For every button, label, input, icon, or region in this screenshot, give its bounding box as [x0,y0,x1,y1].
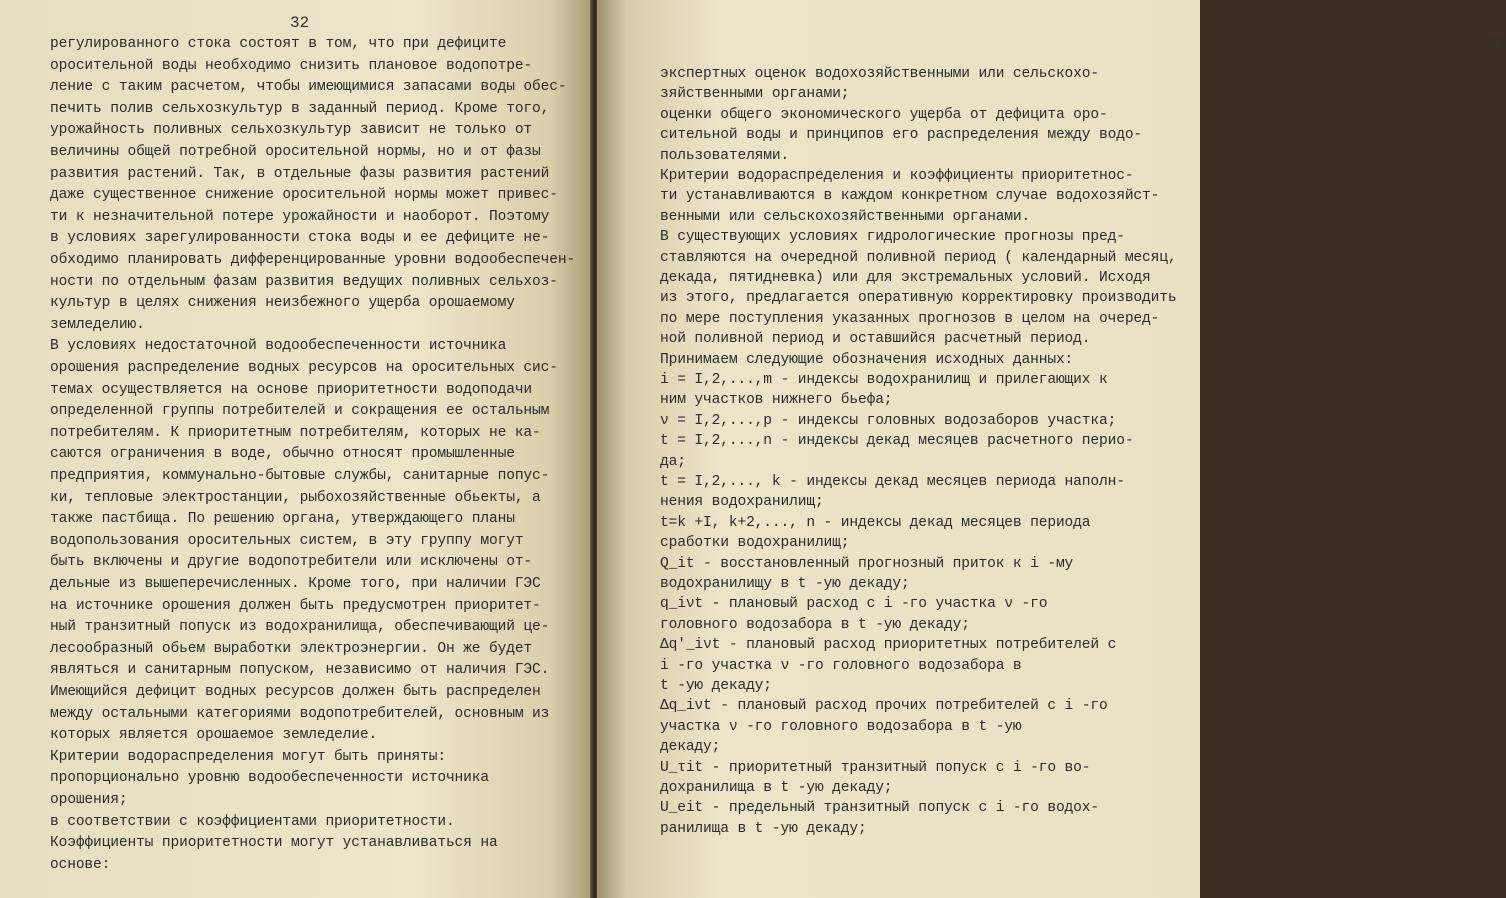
text-line: темах осуществляется на основе приоритетности водоподачи [50,381,533,398]
text-line: развития растений. Так, в отдельные фазы развития растений [50,165,550,182]
left-page [0,0,592,898]
text-line: между остальными категориями водопотребителей, основным из [50,705,550,722]
text-line: урожайность поливных сельхозкультур зависит не только от [50,122,533,139]
page-number-32: 32 [290,14,310,32]
text-line: В существующих условиях гидрологические прогнозы пред- [660,229,1125,246]
text-line: на источнике орошения должен быть предусмотрен приоритет- [50,597,541,614]
text-line: ки, тепловые электростанции, рыбохозяйственные обьекты, а [50,489,541,506]
text-line: лесообразный обьем выработки электроэнергии. Он же будет [50,640,533,657]
text-line: t = I,2,...,n - индексы декад месяцев расчетного перио- [660,433,1134,450]
text-line: по мере поступления указанных прогнозов в целом на очеред- [660,310,1160,327]
text-line: также пастбища. По решению органа, утверждающего планы [50,511,515,528]
text-line: сительной воды и принципов его распределения между водо- [660,127,1143,144]
text-line: культур в целях снижения неизбежного ущерба орошаемому [50,295,515,312]
text-line: венными или сельскохозяйственными органами. [660,208,1031,225]
text-line: орошения распределение водных ресурсов на оросительных сис- [50,360,558,376]
text-line: U_τit - приоритетный транзитный попуск с i -го во- [660,759,1091,776]
text-line: экспертных оценок водохозяйственными или сельскохо- [660,66,1099,82]
text-line: пользователями. [660,147,790,164]
text-line: основе: [50,856,111,873]
text-line: t=k +I, k+2,..., n - индексы декад месяцев периода [660,514,1091,531]
text-line: ный транзитный попуск из водохранилища, обеспечивающий це- [50,619,550,636]
text-line: в соответствии с коэффициентами приоритетности. [50,813,455,830]
text-line: из этого, предлагается оперативную корректировку производить [660,290,1177,307]
text-line: регулированного стока состоят в том, что при дефиците [50,36,507,52]
text-line: в условиях зарегулированности стока воды и ее дефиците не- [50,230,550,247]
text-line: даже существенное снижение оросительной нормы может привес- [50,187,558,204]
text-line: В условиях недостаточной водообеспеченности источника [50,338,507,355]
text-line: ν = I,2,...,p - индексы головных водозаборов участка; [660,412,1117,429]
text-line: да; [660,453,686,470]
text-line: Δq'_iνt - плановый расход приоритетных потребителей с [660,637,1117,654]
text-line: нения водохранилищ; [660,494,824,511]
text-line: оросительной воды необходимо снизить плановое водопотре- [50,57,533,74]
text-line: обходимо планировать дифференцированные уровни водообеспечен- [50,252,576,268]
text-line: земледелию. [50,316,145,333]
text-line: Q_it - восстановленный прогнозный приток к i -му [660,555,1074,572]
text-line: Критерии водораспределения и коэффициенты приоритетнос- [660,168,1134,184]
text-line: q_iνt - плановый расход с i -го участка ν -го [660,596,1048,613]
text-line: сработки водохранилищ; [660,535,850,552]
text-line: пропорционально уровню водообеспеченности источника [50,770,489,787]
text-line: орошения; [50,792,128,808]
text-line: ной поливной период и оставшийся расчетный период. [660,331,1091,348]
text-line: печить полив сельхозкультур в заданный период. Кроме того, [50,100,550,117]
text-line: головного водозабора в t -ую декаду; [660,616,970,633]
text-line: U_eit - предельный транзитный попуск с i -го водох- [660,800,1099,817]
text-line: t -ую декаду; [660,678,772,694]
text-line: водопользования оросительных систем, в эту группу могут [50,532,524,549]
text-line: Коэффициенты приоритетности могут устанавливаться на [50,835,498,852]
page-number-33: 33 [1487,36,1506,54]
text-line: ти устанавливаются в каждом конкретном случае водохозяйст- [660,188,1160,205]
text-line: ранилища в t -ую декаду; [660,820,867,837]
text-line: i = I,2,...,m - индексы водохранилищ и прилегающих к [660,372,1108,388]
text-line: зяйственными органами; [660,86,850,103]
text-line: ление с таким расчетом, чтобы имеющимися запасами воды обес- [50,79,567,96]
text-line: дельные из вышеперечисленных. Кроме того, при наличии ГЭС [50,576,541,592]
text-line: ности по отдельным фазам развития ведущих поливных сельхоз- [50,273,558,290]
text-line: определенной группы потребителей и сокращения ее остальным [50,403,550,420]
text-line: предприятия, коммунально-бытовые службы, санитарные попус- [50,468,550,484]
text-line: Принимаем следующие обозначения исходных данных: [660,351,1074,368]
text-line: участка ν -го головного водозабора в t -ую [660,718,1022,735]
text-line: потребителям. К приоритетным потребителям, которых не ка- [50,424,541,441]
text-line: быть включены и другие водопотребители или исключены от- [50,554,533,571]
text-line: оценки общего экономического ущерба от дефицита оро- [660,106,1108,123]
text-line: ставляются на очередной поливной период ( календарный месяц, [660,249,1177,266]
text-line: дохранилища в t -ую декаду; [660,780,893,796]
text-line: декаду; [660,739,721,756]
text-line: i -го участка ν -го головного водозабора в [660,657,1022,674]
text-line: Имеющийся дефицит водных ресурсов должен быть распределен [50,684,541,700]
text-line: Критерии водораспределения могут быть приняты: [50,748,446,765]
text-line: t = I,2,..., k - индексы декад месяцев периода наполн- [660,474,1125,490]
text-line: которых является орошаемое земледелие. [50,727,378,744]
text-line: водохранилищу в t -ую декаду; [660,576,910,592]
text-line: ти к незначительной потере урожайности и наоборот. Поэтому [50,208,550,225]
text-line: являться и санитарным попуском, независимо от наличия ГЭС. [50,662,550,679]
text-line: Δq_iνt - плановый расход прочих потребителей с i -го [660,698,1108,715]
right-page [597,0,1506,898]
text-line: ним участков нижнего бьефа; [660,392,893,409]
text-line: саются ограничения в воде, обычно относят промышленные [50,446,515,463]
text-line: декада, пятидневка) или для экстремальных условий. Исходя [660,270,1151,286]
text-line: величины общей потребной оросительной нормы, но и от фазы [50,144,541,160]
